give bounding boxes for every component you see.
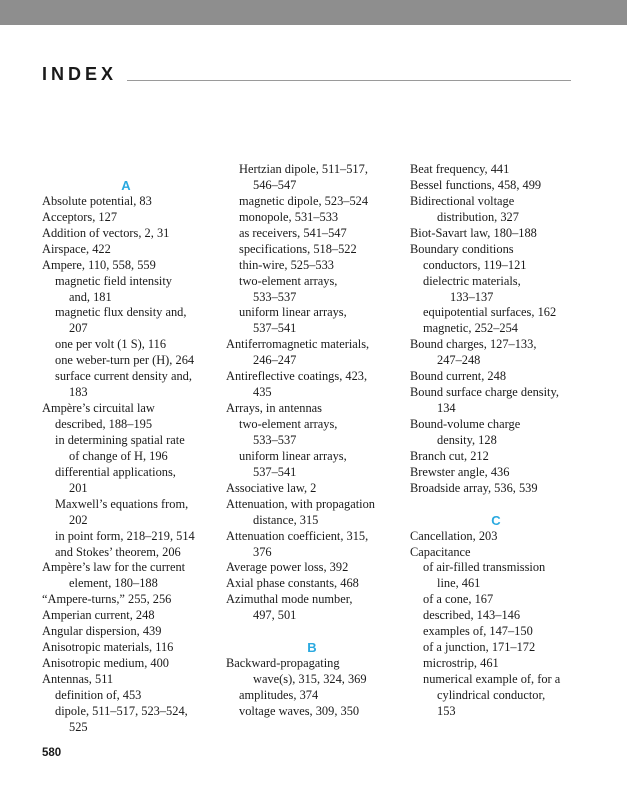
index-subentry: density, 128: [437, 432, 497, 447]
index-entry: Attenuation coefficient, 315,: [226, 528, 369, 543]
index-subentry: conductors, 119–121: [423, 257, 527, 272]
index-subentry: described, 143–146: [423, 608, 521, 623]
index-entry: Bound-volume charge: [410, 417, 521, 431]
index-subentry: 533–537: [253, 289, 297, 304]
index-subentry: voltage waves, 309, 350: [239, 703, 360, 718]
index-subentry: examples of, 147–150: [423, 624, 533, 639]
index-subentry: described, 188–195: [55, 417, 153, 431]
index-entry: Ampère’s law for the current: [42, 560, 186, 575]
index-subentry: cylindrical conductor,: [437, 687, 546, 702]
index-entry: Backward-propagating: [226, 656, 340, 671]
page-title: INDEX: [42, 64, 118, 84]
index-subentry: as receivers, 541–547: [239, 225, 347, 240]
index-subentry: distribution, 327: [437, 209, 519, 224]
index-entry: Ampere, 110, 558, 559: [42, 257, 156, 272]
index-subentry: Hertzian dipole, 511–517,: [239, 162, 368, 176]
section-letter-a: A: [121, 177, 131, 193]
index-subentry: 537–541: [253, 321, 297, 336]
index-subentry: definition of, 453: [55, 687, 142, 702]
index-entry: Capacitance: [410, 544, 471, 559]
index-subentry: magnetic field intensity: [55, 273, 172, 288]
index-subentry: specifications, 518–522: [239, 241, 357, 256]
index-subentry: 202: [69, 512, 88, 527]
index-entry: Antiferromagnetic materials,: [226, 337, 370, 352]
index-entry: Antireflective coatings, 423,: [226, 369, 368, 384]
index-subentry: dipole, 511–517, 523–524,: [55, 703, 188, 718]
page-number: 580: [42, 747, 62, 759]
index-column-3: [410, 162, 582, 720]
index-subentry: equipotential surfaces, 162: [423, 305, 557, 320]
index-entry: Average power loss, 392: [226, 560, 349, 575]
index-entry: Beat frequency, 441: [410, 162, 510, 176]
index-subentry: surface current density and,: [55, 369, 192, 384]
index-subentry: two-element arrays,: [239, 417, 338, 431]
index-entry: Amperian current, 248: [42, 608, 155, 623]
index-entry: Bidirectional voltage: [410, 193, 515, 208]
index-entry: Azimuthal mode number,: [226, 592, 353, 607]
index-entry: Arrays, in antennas: [226, 401, 322, 416]
index-subentry: element, 180–188: [69, 576, 158, 591]
section-spacer: [226, 624, 398, 640]
index-subentry: 133–137: [450, 289, 494, 304]
index-subentry: 533–537: [253, 432, 297, 447]
index-subentry: 537–541: [253, 464, 297, 479]
index-entry: “Ampere-turns,” 255, 256: [42, 592, 172, 607]
index-entry: Axial phase constants, 468: [226, 576, 359, 591]
index-subentry: 207: [69, 321, 88, 336]
index-subentry: differential applications,: [55, 464, 176, 479]
index-entry: Acceptors, 127: [42, 209, 118, 224]
index-subentry: one per volt (1 S), 116: [55, 337, 167, 352]
index-subentry: two-element arrays,: [239, 273, 338, 288]
index-subentry: uniform linear arrays,: [239, 448, 347, 463]
top-bar: [0, 0, 627, 25]
index-subentry: of change of H, 196: [69, 448, 168, 463]
index-subentry: 497, 501: [253, 608, 297, 623]
index-column-1: [42, 162, 210, 736]
index-entry: Airspace, 422: [42, 241, 111, 256]
index-subentry: wave(s), 315, 324, 369: [253, 672, 367, 686]
index-subentry: line, 461: [437, 576, 481, 591]
index-entry: Addition of vectors, 2, 31: [42, 225, 170, 240]
index-subentry: 134: [437, 401, 456, 416]
index-entry: Broadside array, 536, 539: [410, 480, 538, 495]
index-subentry: and Stokes’ theorem, 206: [55, 544, 181, 559]
index-subentry: magnetic dipole, 523–524: [239, 193, 369, 208]
index-subentry: magnetic, 252–254: [423, 321, 518, 336]
index-subentry: thin-wire, 525–533: [239, 257, 334, 272]
index-subentry: microstrip, 461: [423, 656, 499, 671]
index-entry: Anisotropic medium, 400: [42, 656, 169, 671]
index-subentry: 525: [69, 719, 88, 734]
index-entry: Absolute potential, 83: [42, 193, 152, 208]
index-subentry: 546–547: [253, 177, 297, 192]
index-entry: Bound surface charge density,: [410, 385, 559, 400]
index-entry: Bessel functions, 458, 499: [410, 177, 542, 192]
index-subentry: of a cone, 167: [423, 592, 494, 607]
index-subentry: 183: [69, 385, 88, 400]
index-subentry: distance, 315: [253, 512, 319, 527]
index-entry: Bound charges, 127–133,: [410, 337, 537, 352]
index-entry: Associative law, 2: [226, 480, 317, 495]
index-subentry: one weber-turn per (H), 264: [55, 353, 195, 368]
index-subentry: Maxwell’s equations from,: [55, 496, 189, 511]
section-spacer: [42, 162, 210, 178]
index-entry: Ampère’s circuital law: [42, 401, 155, 416]
index-subentry: 247–248: [437, 353, 481, 368]
index-subentry: numerical example of, for a: [423, 672, 561, 686]
index-entry: Cancellation, 203: [410, 528, 498, 543]
index-entry: Brewster angle, 436: [410, 464, 510, 479]
section-letter-b: B: [307, 640, 317, 656]
index-subentry: 246–247: [253, 353, 297, 368]
index-subentry: of air-filled transmission: [423, 560, 546, 575]
index-entry: Antennas, 511: [42, 672, 114, 686]
index-subentry: uniform linear arrays,: [239, 305, 347, 320]
index-entry: Biot-Savart law, 180–188: [410, 225, 537, 240]
index-entry: Bound current, 248: [410, 369, 507, 384]
index-column-2: [226, 162, 398, 720]
index-entry: Anisotropic materials, 116: [42, 640, 174, 655]
section-letter-c: C: [491, 512, 501, 528]
index-subentry: 153: [437, 703, 456, 718]
index-subentry: in determining spatial rate: [55, 432, 185, 447]
index-subentry: 435: [253, 385, 272, 400]
index-subentry: of a junction, 171–172: [423, 640, 536, 655]
section-spacer: [410, 497, 582, 513]
index-subentry: and, 181: [69, 289, 112, 304]
index-subentry: 376: [253, 544, 272, 559]
index-entry: Attenuation, with propagation: [226, 496, 376, 511]
index-subentry: in point form, 218–219, 514: [55, 528, 195, 543]
index-subentry: dielectric materials,: [423, 273, 521, 288]
index-entry: Angular dispersion, 439: [42, 624, 162, 639]
index-subentry: 201: [69, 480, 88, 495]
title-rule: [127, 80, 571, 81]
index-entry: Branch cut, 212: [410, 448, 489, 463]
index-subentry: magnetic flux density and,: [55, 305, 187, 320]
index-subentry: monopole, 531–533: [239, 209, 339, 224]
index-entry: Boundary conditions: [410, 241, 514, 256]
index-subentry: amplitudes, 374: [239, 687, 319, 702]
